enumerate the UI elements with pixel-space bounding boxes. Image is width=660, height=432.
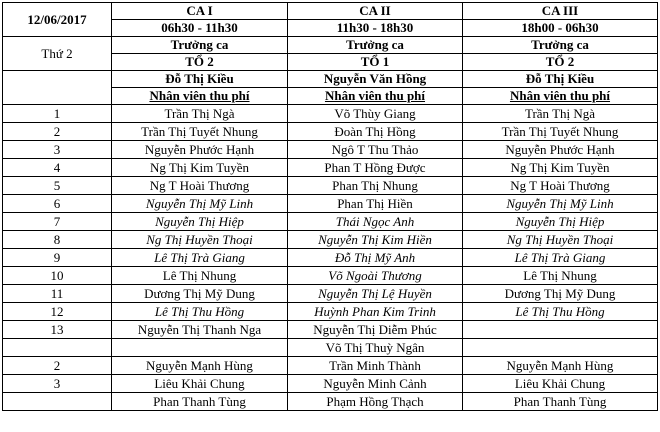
shift-3-staff-cell: Dương Thị Mỹ Dung [463,285,658,303]
leader-row [3,71,658,88]
row-number-cell: 1 [3,105,112,123]
shift-3-staff-cell: Lê Thị Nhung [463,267,658,285]
shift-1-staff-cell: Nguyễn Thị Mỹ Linh [112,195,288,213]
shift-3-staff-cell: Nguyễn Thị Hiệp [463,213,658,231]
shift-1-staff-title: Nhân viên thu phí [112,88,288,105]
shift-schedule-table [2,2,658,411]
shift-2-staff-cell: Đỗ Thị Mỹ Anh [288,249,463,267]
shift-2-leader: Nguyễn Văn Hồng [288,71,463,88]
shift-2-staff-cell: Thái Ngọc Anh [288,213,463,231]
shift-3-lead-title: Trưởng ca [463,37,658,54]
shift-2-staff-cell: Đoàn Thị Hồng [288,123,463,141]
shift-2-hours: 11h30 - 18h30 [288,20,463,37]
table-row [3,141,658,159]
shift-1-staff-cell: Trần Thị Ngà [112,105,288,123]
shift-name-row [3,3,658,20]
shift-1-lead-title: Trưởng ca [112,37,288,54]
row-number-cell: 2 [3,123,112,141]
shift-2-team: TỔ 1 [288,54,463,71]
weekday-cell: Thứ 2 [3,37,112,71]
shift-3-staff-cell: Ng T Hoài Thương [463,177,658,195]
shift-2-staff-cell: Phan Thị Nhung [288,177,463,195]
row-number-cell: 4 [3,159,112,177]
table-row [3,231,658,249]
shift-1-hours: 06h30 - 11h30 [112,20,288,37]
shift-3-staff-cell: Phan Thanh Tùng [463,393,658,411]
shift-3-team: TỔ 2 [463,54,658,71]
shift-1-staff-cell: Phan Thanh Tùng [112,393,288,411]
shift-1-staff-cell: Nguyễn Mạnh Hùng [112,357,288,375]
table-row [3,105,658,123]
shift-2-staff-cell: Phạm Hồng Thạch [288,393,463,411]
row-number-cell [3,393,112,411]
shift-2-staff-cell: Nguyễn Thị Diễm Phúc [288,321,463,339]
shift-1-name: CA I [112,3,288,20]
shift-3-name: CA III [463,3,658,20]
shift-1-staff-cell: Nguyễn Phước Hạnh [112,141,288,159]
shift-1-staff-cell: Dương Thị Mỹ Dung [112,285,288,303]
shift-2-staff-cell: Nguyễn Minh Cảnh [288,375,463,393]
row-number-cell [3,339,112,357]
row-number-cell: 3 [3,141,112,159]
shift-3-staff-cell: Trần Thị Ngà [463,105,658,123]
shift-2-staff-cell: Trần Minh Thành [288,357,463,375]
table-row [3,375,658,393]
shift-1-staff-cell: Lê Thị Nhung [112,267,288,285]
table-row [3,249,658,267]
shift-2-staff-cell: Võ Thùy Giang [288,105,463,123]
shift-1-staff-cell: Nguyễn Thị Thanh Nga [112,321,288,339]
row-number-cell: 3 [3,375,112,393]
shift-1-team: TỔ 2 [112,54,288,71]
shift-1-staff-cell [112,339,288,357]
table-row [3,123,658,141]
table-row [3,285,658,303]
shift-1-staff-cell: Trần Thị Tuyết Nhung [112,123,288,141]
row-number-cell: 5 [3,177,112,195]
shift-2-staff-cell: Phan Thị Hiền [288,195,463,213]
shift-2-name: CA II [288,3,463,20]
lead-title-row [3,37,658,54]
shift-2-staff-cell: Nguyễn Thị Kim Hiền [288,231,463,249]
shift-3-staff-cell [463,339,658,357]
row-number-cell: 6 [3,195,112,213]
shift-3-staff-cell: Liêu Khải Chung [463,375,658,393]
table-row [3,339,658,357]
table-row [3,357,658,375]
shift-1-leader: Đỗ Thị Kiều [112,71,288,88]
shift-2-staff-cell: Võ Ngoài Thương [288,267,463,285]
blank-cell [3,71,112,105]
shift-1-staff-cell: Ng Thị Kim Tuyền [112,159,288,177]
shift-2-staff-cell: Phan T Hồng Được [288,159,463,177]
table-row [3,321,658,339]
shift-1-staff-cell: Ng T Hoài Thương [112,177,288,195]
table-row [3,195,658,213]
shift-3-leader: Đỗ Thị Kiều [463,71,658,88]
table-row [3,159,658,177]
table-row [3,213,658,231]
table-row [3,267,658,285]
shift-3-staff-cell: Ng Thị Kim Tuyền [463,159,658,177]
shift-2-staff-title: Nhân viên thu phí [288,88,463,105]
table-row [3,177,658,195]
table-row [3,303,658,321]
shift-3-staff-cell: Nguyễn Phước Hạnh [463,141,658,159]
shift-3-staff-cell: Lê Thị Thu Hồng [463,303,658,321]
shift-3-staff-cell: Lê Thị Trà Giang [463,249,658,267]
shift-1-staff-cell: Ng Thị Huyền Thoại [112,231,288,249]
shift-2-staff-cell: Nguyễn Thị Lệ Huyền [288,285,463,303]
row-number-cell: 8 [3,231,112,249]
row-number-cell: 10 [3,267,112,285]
shift-3-staff-cell: Nguyễn Thị Mỹ Linh [463,195,658,213]
row-number-cell: 13 [3,321,112,339]
shift-3-staff-cell: Nguyễn Mạnh Hùng [463,357,658,375]
shift-3-staff-cell: Ng Thị Huyền Thoại [463,231,658,249]
shift-3-staff-cell [463,321,658,339]
table-row [3,393,658,411]
shift-1-staff-cell: Nguyễn Thị Hiệp [112,213,288,231]
shift-3-staff-title: Nhân viên thu phí [463,88,658,105]
shift-1-staff-cell: Liêu Khải Chung [112,375,288,393]
date-cell: 12/06/2017 [3,3,112,37]
row-number-cell: 11 [3,285,112,303]
row-number-cell: 9 [3,249,112,267]
row-number-cell: 12 [3,303,112,321]
shift-1-staff-cell: Lê Thị Trà Giang [112,249,288,267]
shift-2-staff-cell: Ngô T Thu Thảo [288,141,463,159]
shift-3-staff-cell: Trần Thị Tuyết Nhung [463,123,658,141]
shift-2-staff-cell: Võ Thị Thuỳ Ngân [288,339,463,357]
shift-3-hours: 18h00 - 06h30 [463,20,658,37]
shift-2-lead-title: Trưởng ca [288,37,463,54]
row-number-cell: 2 [3,357,112,375]
shift-2-staff-cell: Huỳnh Phan Kim Trinh [288,303,463,321]
row-number-cell: 7 [3,213,112,231]
shift-1-staff-cell: Lê Thị Thu Hồng [112,303,288,321]
